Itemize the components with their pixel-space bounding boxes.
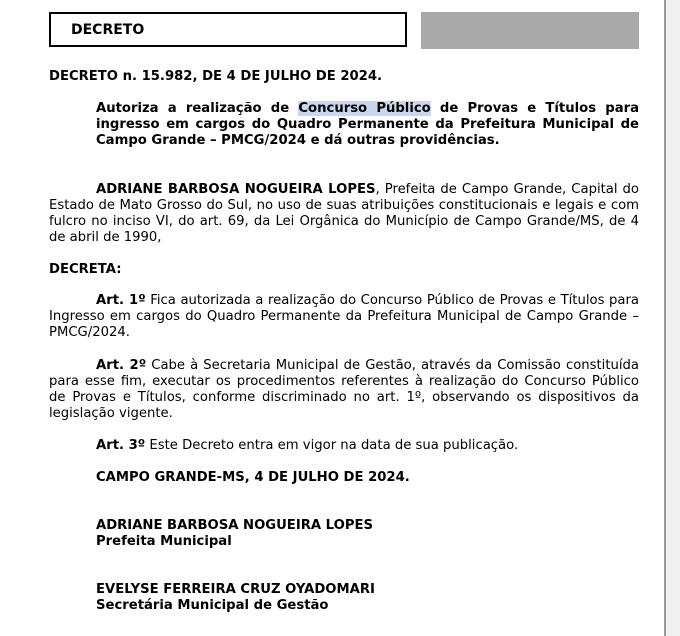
page-edge xyxy=(664,0,666,636)
article-1: Art. 1º Fica autorizada a realização do Concurso Público de Provas e Títulos para Ingresso em cargos do Quadro Permanente da Prefeitura Municipal de Campo Grande – PMCG/2024. xyxy=(49,293,639,340)
header-title: DECRETO xyxy=(71,21,145,38)
decree-number: DECRETO n. 15.982, DE 4 DE JULHO DE 2024. xyxy=(49,69,383,84)
header-box xyxy=(49,12,407,47)
signature-1-name: ADRIANE BARBOSA NOGUEIRA LOPES xyxy=(96,518,373,533)
highlighted-term: Concurso Público xyxy=(298,101,431,116)
preamble xyxy=(49,182,639,246)
decree-summary: Autoriza a realização de Concurso Público de Provas e Títulos para ingresso em cargos do Quadro Permanente da Prefeitura Municipal de Campo Grande – PMCG/2024 e dá outras providências. xyxy=(96,101,639,148)
signature-1-role: Prefeita Municipal xyxy=(96,534,232,549)
signature-2-role: Secretária Municipal de Gestão xyxy=(96,598,329,613)
preamble-text: , Prefeita de Campo Grande, Capital do Estado de Mato Grosso do Sul, no uso de suas atribuições constitucionais e legais e com fulcro no inciso VI, do art. 69, da Lei Orgânica do Município de Campo Grande/MS, de 4 de abril de 1990, xyxy=(49,182,639,245)
article-2: Art. 2º Cabe à Secretaria Municipal de Gestão, através da Comissão constituída para esse fim, executar os procedimentos referentes à realização do Concurso Público de Provas e Títulos, conforme discriminado no art. 1º, observando os dispositivos da legislação vigente. xyxy=(49,358,639,421)
article-3: Art. 3º Este Decreto entra em vigor na data de sua publicação. xyxy=(96,438,519,453)
place-date: CAMPO GRANDE-MS, 4 DE JULHO DE 2024. xyxy=(96,470,410,485)
page-margin xyxy=(666,0,680,636)
redacted-box xyxy=(421,12,639,49)
decreta-heading: DECRETA: xyxy=(49,262,122,277)
preamble-name: ADRIANE BARBOSA NOGUEIRA LOPES xyxy=(96,182,376,197)
signature-2-name: EVELYSE FERREIRA CRUZ OYADOMARI xyxy=(96,582,375,597)
